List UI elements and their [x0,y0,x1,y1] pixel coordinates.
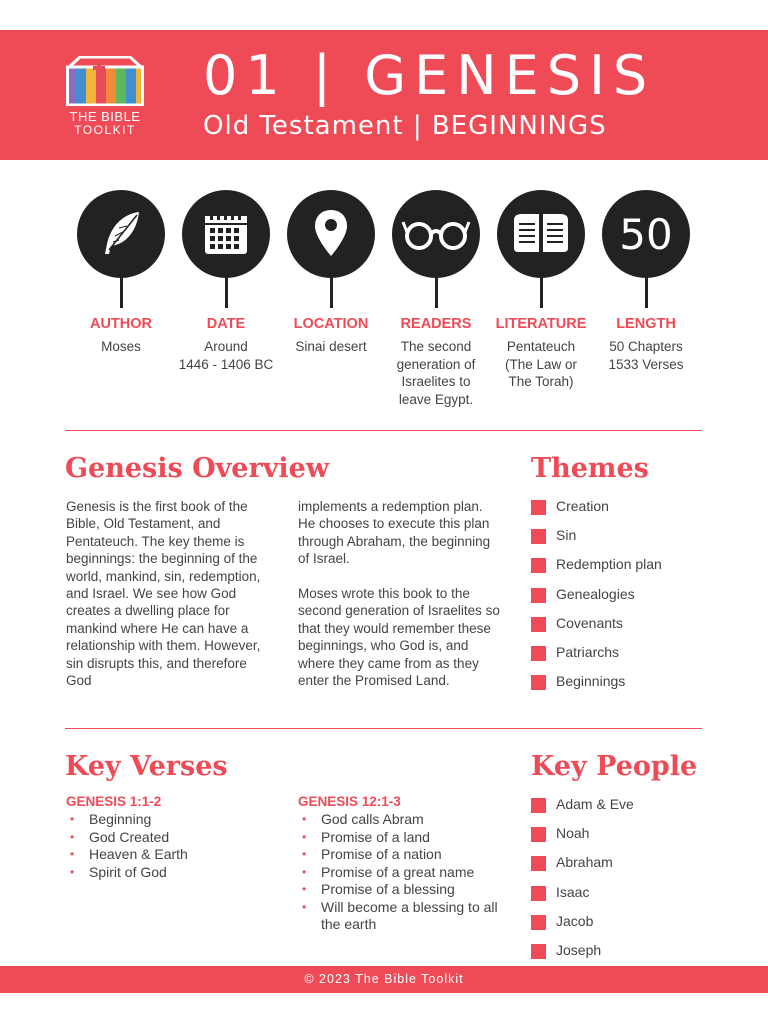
list-item: Covenants [531,615,662,644]
list-item: Abraham [531,854,634,883]
icon-stem [435,276,438,308]
fact-label-date: DATE [206,316,246,332]
page-subtitle: Old Testament | BEGINNINGS [203,111,607,141]
list-item: Joseph [531,942,634,971]
key-people-list [531,796,634,971]
overview-column-2a: implements a redemption plan. He chooses to execute this plan through Abraham, the beginning of Israel. [298,499,491,567]
list-item: Sin [531,527,662,556]
fact-location [276,190,386,420]
square-bullet-icon [531,827,546,842]
bullet-dot-icon: • [302,882,307,896]
calendar-icon [200,208,252,260]
list-item: • God calls Abram [302,811,424,827]
bullet-dot-icon: • [302,864,307,879]
list-item: Jacob [531,913,634,942]
fact-readers [381,190,491,420]
list-item: Genealogies [531,586,662,615]
square-bullet-icon [531,915,546,930]
icon-stem [225,276,228,308]
bullet-dot-icon: • [70,812,75,826]
list-item: • Spirit of God [70,863,167,880]
open-book-icon [510,210,572,258]
icon-stem [330,276,333,308]
fact-label-length: LENGTH [616,316,676,332]
square-bullet-icon [531,500,546,515]
bullet-dot-icon: • [70,847,75,861]
bullet-dot-icon: • [302,847,307,861]
fact-value-readers: The second generation of Israelites to leave Egypt. [396,339,476,407]
list-item: • Beginning [70,811,152,827]
overview-column-2b: Moses wrote this book to the second generation of Israelites so that they would remember these beginnings, who God is, and where they came from as they enter the Promised Land. [298,586,500,689]
key-verses-heading: Key Verses [65,751,228,782]
fact-value-literature: Pentateuch (The Law or The Torah) [504,339,578,389]
fact-date [171,190,281,420]
page-title: 01 | GENESIS [203,44,656,107]
square-bullet-icon [531,529,546,544]
overview-column-1: Genesis is the first book of the Bible, Old Testament, and Pentateuch. The key theme is beginnings: the beginning of the world, mankind, sin, redemption, and Israel. We see how God creates a dwelling place for mankind where He can have a relationship with them. However, sin disrupts this, and therefore God [66,499,261,689]
icon-stem [120,276,123,308]
verse-points-list [66,811,276,881]
bullet-dot-icon: • [302,829,307,844]
fact-author [66,190,176,420]
square-bullet-icon [531,886,546,901]
list-item: Beginnings [531,673,662,702]
footer-bar [0,966,768,993]
square-bullet-icon [531,856,546,871]
square-bullet-icon [531,558,546,573]
divider [65,430,702,431]
list-item: Patriarchs [531,644,662,673]
bible-toolkit-logo [66,56,144,140]
fact-label-literature: LITERATURE [495,316,587,332]
list-item: • Promise of a great name [302,863,475,880]
list-item: Noah [531,825,634,854]
fact-value-author: Moses [101,339,141,354]
divider [65,728,702,729]
location-pin-icon [306,206,356,262]
themes-list [531,498,662,702]
fact-value-length: 50 Chapters 1533 Verses [608,339,684,372]
copyright-text: © 2023 The Bible Toolkit [304,972,464,986]
fact-label-author: AUTHOR [89,316,153,332]
chapter-count-badge: 50 [619,209,673,259]
bullet-dot-icon: • [70,864,75,879]
list-item: • God Created [70,828,170,845]
square-bullet-icon [531,588,546,603]
bullet-dot-icon: • [302,899,307,914]
fact-literature [486,190,596,420]
logo-text-line2: TOOLKIT [74,123,136,137]
glasses-icon [401,214,471,254]
square-bullet-icon [531,675,546,690]
fact-value-date: Around 1446 - 1406 BC [178,339,274,372]
bullet-dot-icon: • [302,812,307,826]
fact-label-readers: READERS [400,316,472,332]
bullet-dot-icon: • [70,829,75,844]
list-item: Isaac [531,884,634,913]
house-logo-icon [66,56,144,106]
square-bullet-icon [531,944,546,959]
square-bullet-icon [531,646,546,661]
icon-stem [645,276,648,308]
verse-reference: GENESIS 12:1-3 [298,794,401,809]
verse-points-list [298,811,498,934]
feather-icon [93,206,149,262]
overview-heading: Genesis Overview [65,453,330,484]
square-bullet-icon [531,798,546,813]
list-item: • Promise of a blessing [302,881,455,897]
fact-value-location: Sinai desert [295,339,367,354]
logo-text-line1: THE BIBLE [69,109,141,124]
list-item: Creation [531,498,662,527]
icon-stem [540,276,543,308]
themes-heading: Themes [531,453,649,484]
list-item: • Heaven & Earth [70,846,188,862]
key-people-heading: Key People [531,751,698,782]
fact-length [591,190,701,420]
fact-label-location: LOCATION [293,316,369,332]
list-item: Adam & Eve [531,796,634,825]
square-bullet-icon [531,617,546,632]
list-item: Redemption plan [531,556,662,585]
list-item: • Promise of a nation [302,846,442,862]
verse-reference: GENESIS 1:1-2 [66,794,162,809]
list-item: • Promise of a land [302,828,430,845]
list-item: • Will become a blessing to all the earth [302,898,498,932]
